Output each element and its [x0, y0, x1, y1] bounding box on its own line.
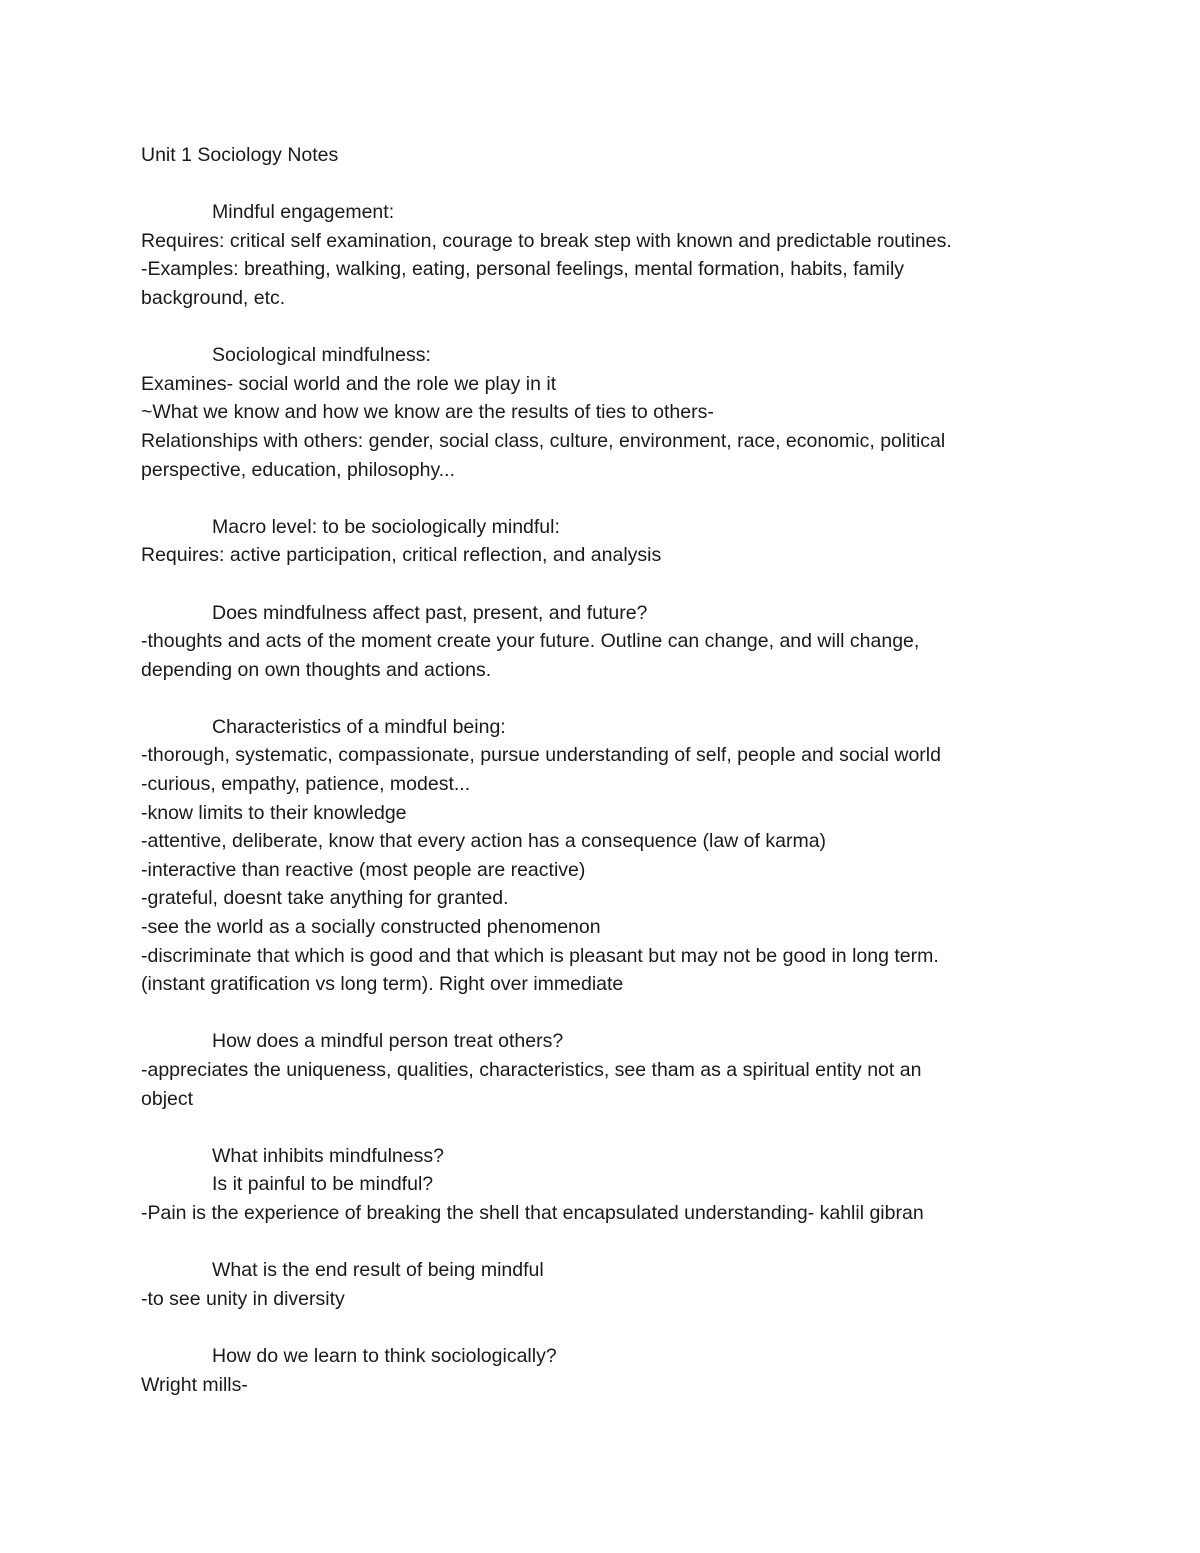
- text-line: depending on own thoughts and actions.: [141, 658, 492, 681]
- spacer: [141, 570, 1061, 599]
- text-line: Requires: active participation, critical reflection, and analysis: [141, 544, 662, 567]
- text-line: -Pain is the experience of breaking the shell that encapsulated understanding- kahlil gibran: [141, 1201, 924, 1224]
- section-heading: What inhibits mindfulness?: [212, 1144, 444, 1167]
- text-line: -interactive than reactive (most people are reactive): [141, 858, 586, 881]
- section-heading: Mindful engagement:: [212, 201, 395, 224]
- text-line: -thoughts and acts of the moment create your future. Outline can change, and will change,: [141, 630, 920, 653]
- text-line: background, etc.: [141, 286, 286, 309]
- section-heading: Sociological mindfulness:: [212, 344, 431, 367]
- text-line: ~What we know and how we know are the results of ties to others-: [141, 401, 714, 424]
- section-heading: What is the end result of being mindful: [212, 1259, 544, 1282]
- section-heading: Does mindfulness affect past, present, and future?: [212, 601, 648, 624]
- section-think-sociologically: [141, 1342, 1061, 1399]
- spacer: [141, 684, 1061, 713]
- section-heading: How does a mindful person treat others?: [212, 1030, 564, 1053]
- section-treat-others: [141, 1027, 1061, 1113]
- text-line: Requires: critical self examination, courage to break step with known and predictable routines.: [141, 229, 952, 252]
- text-line: (instant gratification vs long term). Right over immediate: [141, 973, 624, 996]
- text-line: -thorough, systematic, compassionate, pursue understanding of self, people and social world: [141, 744, 941, 767]
- text-line: -see the world as a socially constructed phenomenon: [141, 916, 601, 939]
- text-line: object: [141, 1087, 194, 1110]
- text-line: -know limits to their knowledge: [141, 801, 407, 824]
- text-line: -appreciates the uniqueness, qualities, characteristics, see tham as a spiritual entity not an: [141, 1059, 922, 1081]
- spacer: [141, 1113, 1061, 1142]
- section-characteristics: [141, 713, 1061, 999]
- document-title: Unit 1 Sociology Notes: [141, 144, 339, 166]
- text-line: -discriminate that which is good and that which is pleasant but may not be good in long term.: [141, 944, 939, 967]
- section-heading-secondary: Is it painful to be mindful?: [212, 1173, 434, 1196]
- text-line: -to see unity in diversity: [141, 1287, 345, 1310]
- text-line: -attentive, deliberate, know that every action has a consequence (law of karma): [141, 830, 827, 853]
- spacer: [141, 313, 1061, 342]
- text-line: Relationships with others: gender, social class, culture, environment, race, economic, political: [141, 429, 946, 452]
- section-past-present-future: [141, 599, 1061, 685]
- section-heading: Characteristics of a mindful being:: [212, 715, 506, 738]
- spacer: [141, 999, 1061, 1028]
- section-end-result: [141, 1256, 1061, 1313]
- section-mindful-engagement: [141, 198, 1061, 312]
- text-line: -curious, empathy, patience, modest...: [141, 773, 471, 796]
- text-line: Examines- social world and the role we play in it: [141, 372, 557, 395]
- text-line: perspective, education, philosophy...: [141, 458, 455, 481]
- spacer: [141, 170, 1061, 199]
- spacer: [141, 484, 1061, 513]
- section-inhibits-mindfulness: [141, 1142, 1061, 1228]
- section-sociological-mindfulness: [141, 341, 1061, 484]
- section-macro-level: [141, 513, 1061, 570]
- section-heading: How do we learn to think sociologically?: [212, 1344, 557, 1367]
- text-line: -Examples: breathing, walking, eating, personal feelings, mental formation, habits, family: [141, 258, 905, 281]
- text-line: Wright mills-: [141, 1373, 248, 1396]
- section-heading: Macro level: to be sociologically mindful:: [212, 515, 560, 538]
- text-line: -grateful, doesnt take anything for granted.: [141, 887, 509, 910]
- spacer: [141, 1228, 1061, 1257]
- document-body: [141, 141, 1061, 1399]
- spacer: [141, 1313, 1061, 1342]
